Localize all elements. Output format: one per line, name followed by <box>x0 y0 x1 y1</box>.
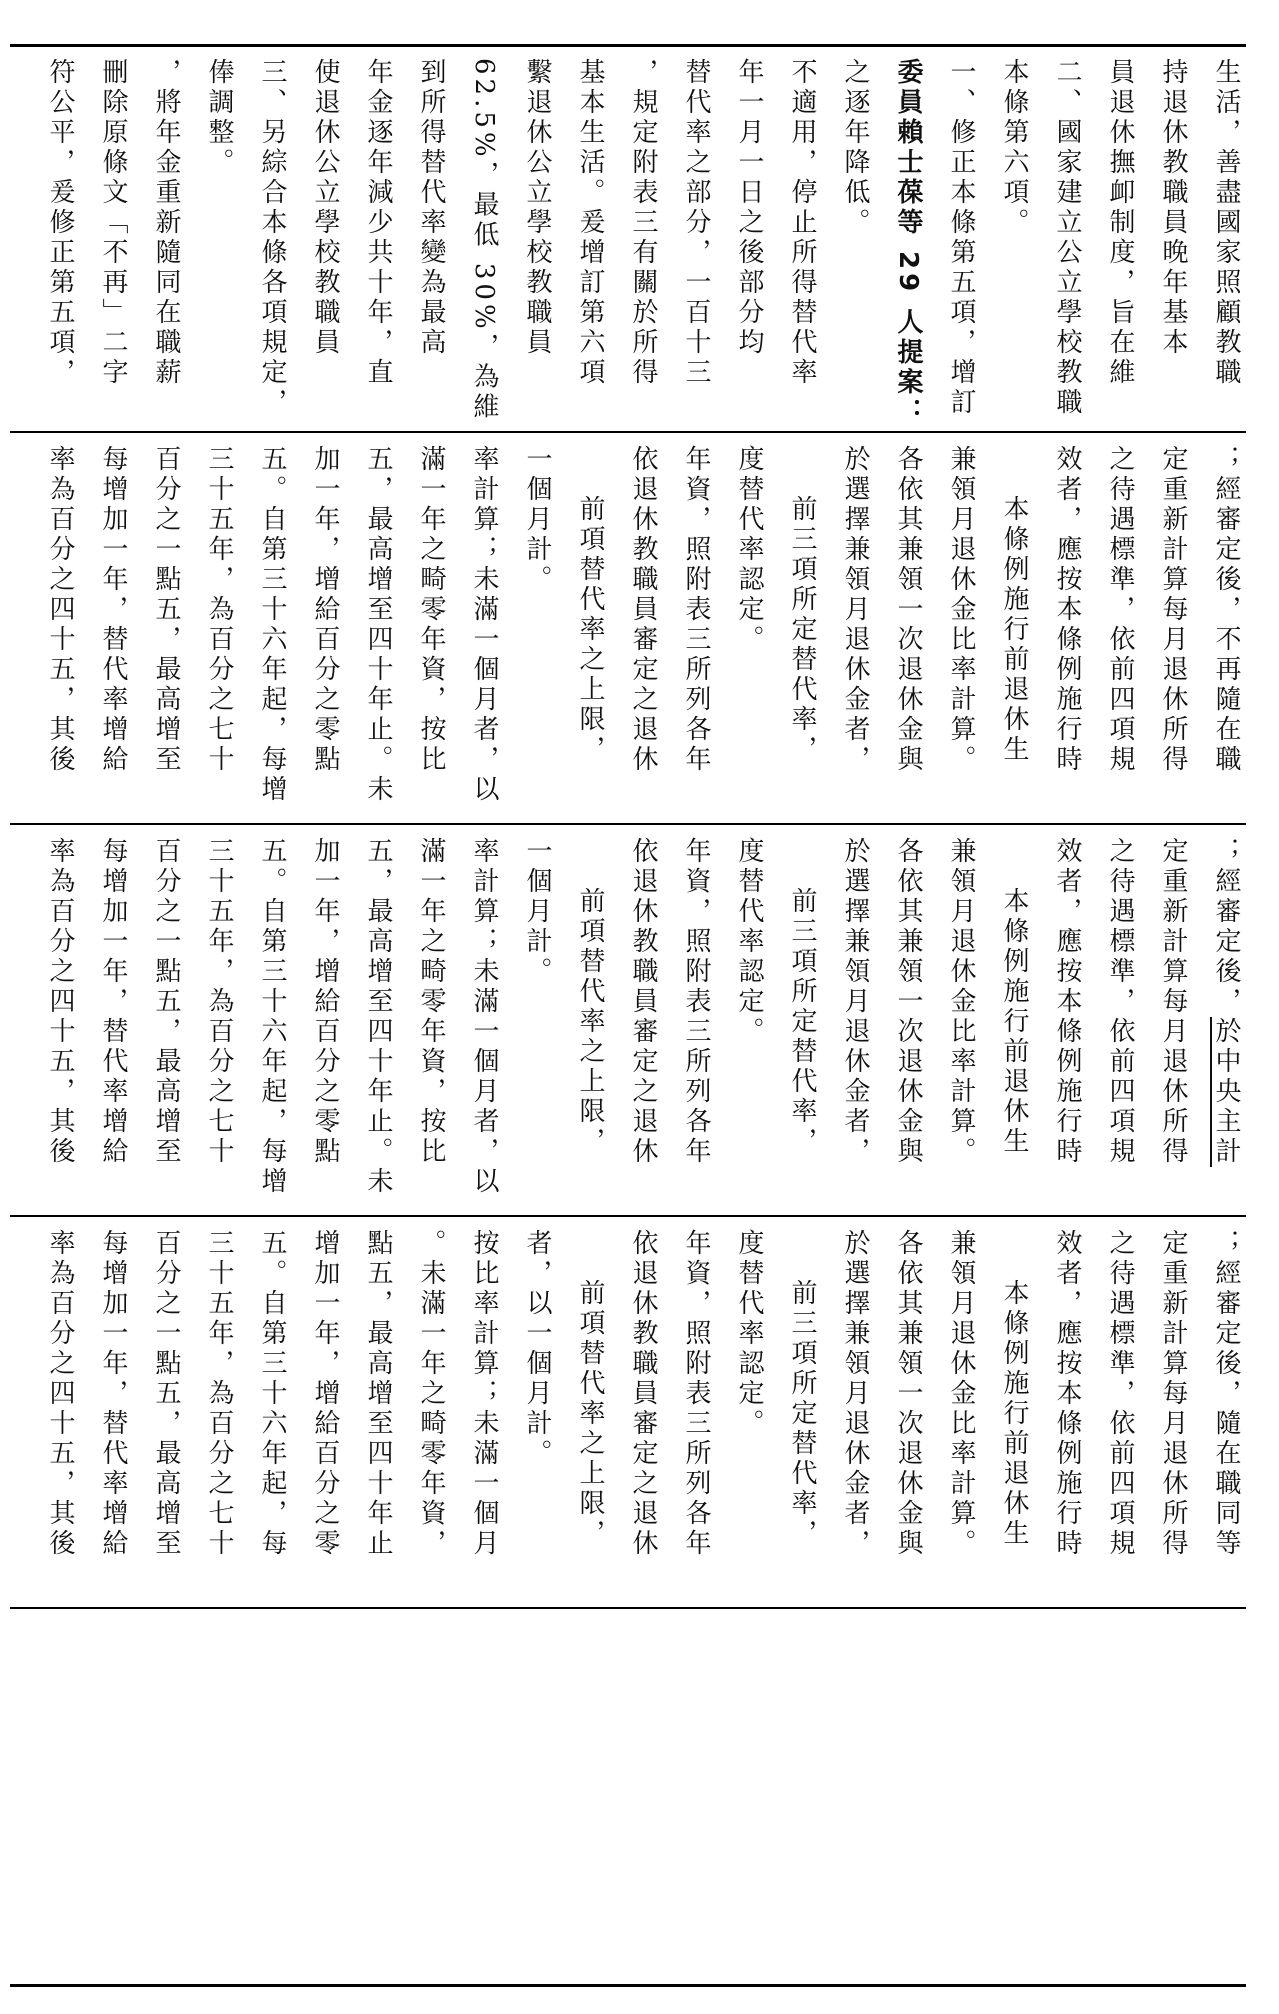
line-text: 定重新計算每月退休所得 <box>1158 837 1188 1167</box>
line-text: 使退休公立學校教職員 <box>310 58 340 358</box>
text-line <box>727 837 771 1207</box>
line-text: 滿一年之畸零年資，按比 <box>416 837 446 1167</box>
text-line <box>303 837 347 1207</box>
text-line <box>38 837 82 1207</box>
line-text: 度替代率認定。 <box>734 1229 764 1439</box>
text-line <box>38 445 82 815</box>
text-line <box>1098 1229 1142 1599</box>
line-text: 年金逐年減少共十年，直 <box>363 58 393 388</box>
text-line <box>1204 837 1246 1207</box>
text-line <box>674 1229 718 1599</box>
line-text: 每增加一年，替代率增給 <box>98 445 128 775</box>
line-text: 按比率計算；未滿一個月 <box>469 1229 499 1559</box>
line-text: 兼領月退休金比率計算。 <box>946 445 976 775</box>
text-line <box>939 1229 983 1599</box>
line-text: 增加一年，增給百分之零 <box>310 1229 340 1559</box>
line-text: 一、修正本條第五項，增訂 <box>946 58 976 418</box>
text-line <box>144 445 188 815</box>
text-line <box>780 1229 824 1599</box>
line-text: 一個月計。 <box>522 837 552 987</box>
text-line <box>1151 837 1195 1207</box>
line-text: 兼領月退休金比率計算。 <box>946 1229 976 1559</box>
line-text: 每增加一年，替代率增給 <box>98 1229 128 1559</box>
text-line <box>144 58 188 428</box>
line-text: 效者，應按本條例施行時 <box>1052 837 1082 1167</box>
line-text: 百分之一點五，最高增至 <box>151 1229 181 1559</box>
line-text: 委員賴士葆等 29 人提案： <box>893 58 923 428</box>
text-line <box>197 445 241 815</box>
line-text: 加一年，增給百分之零點 <box>310 445 340 775</box>
text-line <box>250 58 294 428</box>
text-line <box>197 837 241 1207</box>
text-line <box>780 837 824 1207</box>
line-text: ，將年金重新隨同在職薪 <box>151 58 181 388</box>
line-text: 前三項所定替代率， <box>787 495 817 765</box>
line-text: 年資，照附表三所列各年 <box>681 837 711 1167</box>
line-text: 五。自第三十六年起，每增 <box>257 445 287 805</box>
text-line <box>1151 1229 1195 1599</box>
text-line <box>674 445 718 815</box>
section-divider-1 <box>10 431 1246 433</box>
text-line <box>727 445 771 815</box>
line-text: 各依其兼領一次退休金與 <box>893 445 923 775</box>
line-text: 持退休教職員晚年基本 <box>1158 58 1188 358</box>
text-line <box>992 58 1036 428</box>
text-line <box>462 1229 506 1599</box>
line-text: 五。自第三十六年起，每增 <box>257 837 287 1197</box>
text-line <box>1045 58 1089 428</box>
text-line <box>621 837 665 1207</box>
line-text: 之待遇標準，依前四項規 <box>1105 1229 1135 1559</box>
text-line <box>833 445 877 815</box>
line-text: 率為百分之四十五，其後 <box>45 445 75 775</box>
line-text: 年一月一日之後部分均 <box>734 58 764 358</box>
text-line <box>568 837 612 1207</box>
line-text: 前三項所定替代率， <box>787 1279 817 1549</box>
text-section-1 <box>10 48 1246 428</box>
line-text: 本條例施行前退休生 <box>999 887 1029 1157</box>
line-text: 各依其兼領一次退休金與 <box>893 1229 923 1559</box>
top-rule <box>10 44 1246 47</box>
line-text: 之待遇標準，依前四項規 <box>1105 445 1135 775</box>
line-text: 基本生活。爰增訂第六項 <box>575 58 605 388</box>
line-text: ，規定附表三有關於所得 <box>628 58 658 388</box>
text-line <box>409 445 453 815</box>
text-line <box>197 1229 241 1599</box>
text-line <box>886 1229 930 1599</box>
line-text: 之逐年降低。 <box>840 58 870 238</box>
text-line <box>727 58 771 428</box>
bottom-rule <box>10 1984 1246 1987</box>
line-text: 加一年，增給百分之零點 <box>310 837 340 1167</box>
text-line <box>833 58 877 428</box>
text-line <box>992 837 1036 1207</box>
text-line <box>303 445 347 815</box>
line-text: 百分之一點五，最高增至 <box>151 837 181 1167</box>
line-text: 本條例施行前退休生 <box>999 495 1029 765</box>
section-divider-4 <box>10 1607 1246 1609</box>
text-line <box>356 445 400 815</box>
text-line <box>674 837 718 1207</box>
line-text: 不適用，停止所得替代率 <box>787 58 817 388</box>
text-line <box>409 837 453 1207</box>
line-text: 俸調整。 <box>204 58 234 178</box>
line-text: 生活，善盡國家照顧教職 <box>1211 58 1241 388</box>
text-line <box>250 1229 294 1599</box>
text-line <box>1045 445 1089 815</box>
text-line <box>356 837 400 1207</box>
text-line <box>38 1229 82 1599</box>
line-text: 三十五年，為百分之七十 <box>204 1229 234 1559</box>
line-text: 定重新計算每月退休所得 <box>1158 445 1188 775</box>
line-text: 依退休教職員審定之退休 <box>628 445 658 775</box>
text-line <box>409 1229 453 1599</box>
line-text: 刪除原條文「不再」二字 <box>98 58 128 388</box>
line-text: 本條例施行前退休生 <box>999 1279 1029 1549</box>
text-line <box>515 445 559 815</box>
text-section-3 <box>10 827 1246 1207</box>
text-line <box>144 837 188 1207</box>
text-line <box>833 837 877 1207</box>
line-text: ；經審定後，於中央主計 <box>1211 837 1241 1167</box>
text-line <box>462 445 506 815</box>
line-text: 之待遇標準，依前四項規 <box>1105 837 1135 1167</box>
text-line <box>886 445 930 815</box>
line-text: 兼領月退休金比率計算。 <box>946 837 976 1167</box>
line-text: 二、國家建立公立學校教職 <box>1052 58 1082 418</box>
line-text: 滿一年之畸零年資，按比 <box>416 445 446 775</box>
line-text: 三十五年，為百分之七十 <box>204 445 234 775</box>
text-line <box>91 837 135 1207</box>
line-text: 於選擇兼領月退休金者， <box>840 837 870 1167</box>
text-line <box>91 1229 135 1599</box>
line-text: 依退休教職員審定之退休 <box>628 1229 658 1559</box>
text-line <box>356 58 400 428</box>
text-line <box>1204 58 1246 428</box>
line-text: 率計算；未滿一個月者，以 <box>469 837 499 1197</box>
line-text: 62.5%，最低 30%，為維 <box>469 58 499 423</box>
line-text: 度替代率認定。 <box>734 445 764 655</box>
text-line <box>727 1229 771 1599</box>
text-line <box>515 837 559 1207</box>
line-text: 效者，應按本條例施行時 <box>1052 445 1082 775</box>
line-text: 三十五年，為百分之七十 <box>204 837 234 1167</box>
text-line <box>780 445 824 815</box>
text-line <box>780 58 824 428</box>
text-line <box>621 445 665 815</box>
text-line <box>303 1229 347 1599</box>
text-line <box>568 58 612 428</box>
text-line <box>409 58 453 428</box>
text-line <box>568 445 612 815</box>
line-text: 度替代率認定。 <box>734 837 764 1047</box>
line-text: 到所得替代率變為最高 <box>416 58 446 358</box>
line-text: 繫退休公立學校教職員 <box>522 58 552 358</box>
line-text: ；經審定後，隨在職同等 <box>1211 1229 1241 1559</box>
line-text: 各依其兼領一次退休金與 <box>893 837 923 1167</box>
line-text: 於選擇兼領月退休金者， <box>840 1229 870 1559</box>
line-text: 五。自第三十六年起，每 <box>257 1229 287 1559</box>
section-divider-3 <box>10 1215 1246 1217</box>
text-line <box>250 445 294 815</box>
line-text: 每增加一年，替代率增給 <box>98 837 128 1167</box>
text-line <box>38 58 82 428</box>
section-divider-2 <box>10 823 1246 825</box>
line-text: 定重新計算每月退休所得 <box>1158 1229 1188 1559</box>
text-line <box>356 1229 400 1599</box>
text-line <box>515 1229 559 1599</box>
line-text: 率為百分之四十五，其後 <box>45 1229 75 1559</box>
text-line <box>462 837 506 1207</box>
text-line <box>992 445 1036 815</box>
text-line <box>1098 58 1142 428</box>
text-line <box>886 837 930 1207</box>
line-text: 前三項所定替代率， <box>787 887 817 1157</box>
text-line <box>1098 837 1142 1207</box>
line-text: 前項替代率之上限， <box>575 495 605 765</box>
line-text: 依退休教職員審定之退休 <box>628 837 658 1167</box>
line-text: 點五，最高增至四十年止 <box>363 1229 393 1559</box>
text-line <box>674 58 718 428</box>
text-line <box>303 58 347 428</box>
text-line <box>91 58 135 428</box>
text-line <box>886 58 930 428</box>
text-line <box>1151 58 1195 428</box>
text-line <box>939 445 983 815</box>
underlined-text: 於中央主計 <box>1211 1017 1241 1167</box>
text-line <box>992 1229 1036 1599</box>
text-line <box>1045 1229 1089 1599</box>
line-text: 率計算；未滿一個月者，以 <box>469 445 499 805</box>
line-text: 三、另綜合本條各項規定， <box>257 58 287 418</box>
text-line <box>939 58 983 428</box>
text-line <box>1204 445 1246 815</box>
text-section-4 <box>10 1219 1246 1599</box>
text-line <box>1151 445 1195 815</box>
line-text: 於選擇兼領月退休金者， <box>840 445 870 775</box>
text-line <box>144 1229 188 1599</box>
text-line <box>568 1229 612 1599</box>
line-text: 符公平，爰修正第五項， <box>45 58 75 388</box>
line-text: 本條第六項。 <box>999 58 1029 238</box>
text-line <box>1045 837 1089 1207</box>
line-text: ；經審定後，不再隨在職 <box>1211 445 1241 775</box>
text-line <box>515 58 559 428</box>
text-line <box>833 1229 877 1599</box>
text-line <box>621 1229 665 1599</box>
line-text: 前項替代率之上限， <box>575 1279 605 1549</box>
text-line <box>939 837 983 1207</box>
text-line <box>1204 1229 1246 1599</box>
text-line <box>197 58 241 428</box>
line-text: 百分之一點五，最高增至 <box>151 445 181 775</box>
text-line <box>462 58 506 428</box>
text-section-2 <box>10 435 1246 815</box>
line-text: 一個月計。 <box>522 445 552 595</box>
text-line <box>621 58 665 428</box>
line-text: 率為百分之四十五，其後 <box>45 837 75 1167</box>
line-text: 前項替代率之上限， <box>575 887 605 1157</box>
line-text: 五，最高增至四十年止。未 <box>363 445 393 805</box>
line-text: 五，最高增至四十年止。未 <box>363 837 393 1197</box>
line-text: 員退休撫卹制度，旨在維 <box>1105 58 1135 388</box>
line-text: 替代率之部分，一百十三 <box>681 58 711 388</box>
text-line <box>91 445 135 815</box>
line-text: 。未滿一年之畸零年資， <box>416 1229 446 1559</box>
text-line <box>250 837 294 1207</box>
line-text: 效者，應按本條例施行時 <box>1052 1229 1082 1559</box>
line-text: 年資，照附表三所列各年 <box>681 1229 711 1559</box>
line-text: 年資，照附表三所列各年 <box>681 445 711 775</box>
text-line <box>1098 445 1142 815</box>
line-text: 者，以一個月計。 <box>522 1229 552 1469</box>
